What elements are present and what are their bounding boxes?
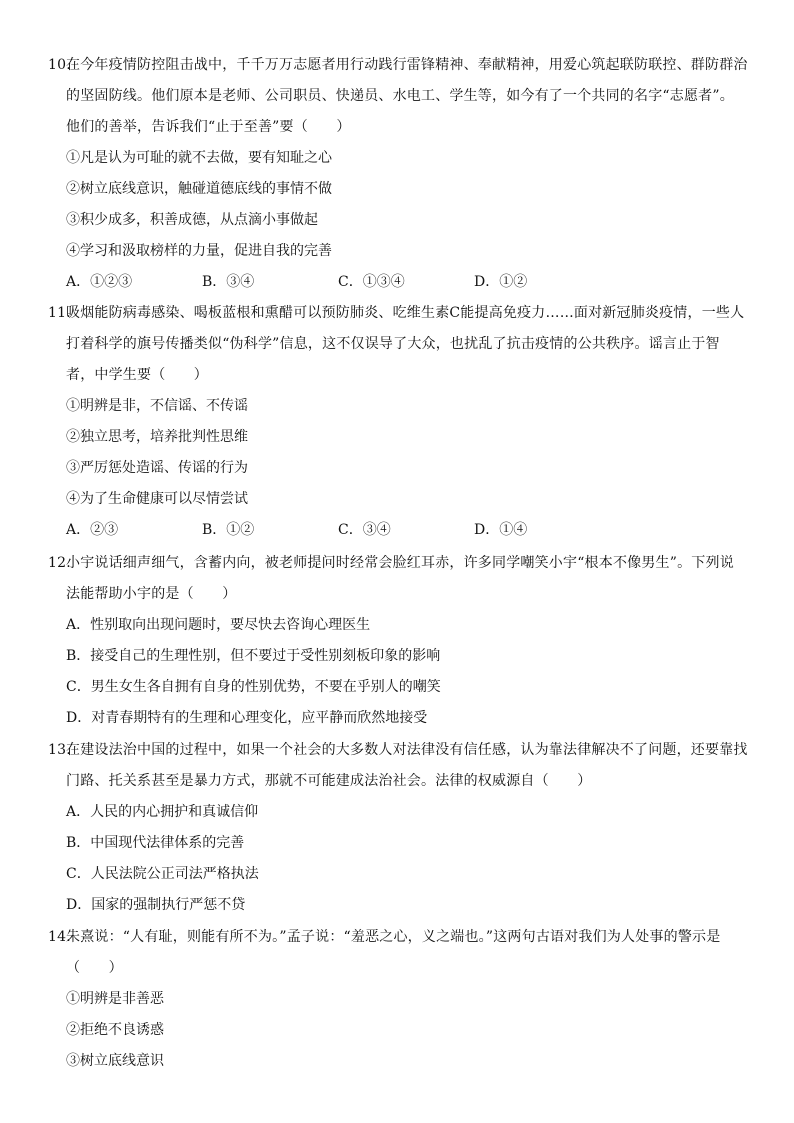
question-13 <box>48 735 748 921</box>
question-stem <box>48 922 748 984</box>
option-item: B．接受自己的生理性别，但不要过于受性别刻板印象的影响 <box>66 648 441 664</box>
option-item: ③严厉惩处造谣、传谣的行为 <box>66 460 248 476</box>
question-14 <box>48 922 748 1077</box>
option-item: A．性别取向出现问题时，要尽快去咨询心理医生 <box>66 617 371 633</box>
choice-row <box>48 267 748 298</box>
option-item: D．国家的强制执行严惩不贷 <box>66 897 246 913</box>
question-stem <box>48 298 748 391</box>
option-item: ②树立底线意识，触碰道德底线的事情不做 <box>66 181 332 197</box>
option-item: A．人民的内心拥护和真诚信仰 <box>66 804 259 820</box>
option-item: ②独立思考，培养批判性思维 <box>66 429 248 445</box>
question-number: 10. <box>48 57 71 73</box>
question-number: 13. <box>48 742 71 758</box>
question-number: 11. <box>48 305 71 321</box>
option-item: C．人民法院公正司法严格执法 <box>66 866 259 882</box>
choice-c: C．③④ <box>338 522 391 538</box>
option-item: ③树立底线意识 <box>66 1053 164 1069</box>
choice-c: C．①③④ <box>338 274 405 290</box>
choice-d: D．①② <box>474 274 528 290</box>
option-item: ①凡是认为可耻的就不去做，要有知耻之心 <box>66 150 332 166</box>
question-stem <box>48 548 748 610</box>
choice-a: A．①②③ <box>66 274 133 290</box>
question-stem <box>48 735 748 797</box>
option-item: D．对青春期特有的生理和心理变化，应平静而欣然地接受 <box>66 710 428 726</box>
question-10 <box>48 50 748 298</box>
option-item: ②拒绝不良诱惑 <box>66 1022 164 1038</box>
choice-b: B．①② <box>202 522 255 538</box>
option-item: ①明辨是非，不信谣、不传谣 <box>66 398 248 414</box>
option-item: B．中国现代法律体系的完善 <box>66 835 245 851</box>
choice-a: A．②③ <box>66 522 119 538</box>
option-item: C．男生女生各自拥有自身的性别优势，不要在乎别人的嘲笑 <box>66 679 441 695</box>
option-item: ③积少成多，积善成德，从点滴小事做起 <box>66 212 318 228</box>
choice-row <box>48 515 748 546</box>
question-text: 吸烟能防病毒感染、喝板蓝根和熏醋可以预防肺炎、吃维生素C能提高免疫力……面对新冠肺炎疫情，一些人打着科学的旗号传播类似“伪科学”信息，这不仅误导了大众，也扰乱了抗击疫情的公共秩序。谣言止于智者，中学生要（ ） <box>66 305 745 383</box>
option-item: ④学习和汲取榜样的力量，促进自我的完善 <box>66 243 332 259</box>
question-text: 朱熹说：“人有耻，则能有所不为。”孟子说：“羞恶之心，义之端也。”这两句古语对我们为人处事的警示是（ ） <box>66 929 721 976</box>
question-number: 14. <box>48 929 71 945</box>
question-text: 在今年疫情防控阻击战中，千千万万志愿者用行动践行雷锋精神、奉献精神，用爱心筑起联防联控、群防群治的坚固防线。他们原本是老师、公司职员、快递员、水电工、学生等，如今有了一个共同的名字“志愿者”。他们的善举，告诉我们“止于至善”要（ ） <box>66 57 748 135</box>
question-number: 12. <box>48 555 71 571</box>
question-12 <box>48 548 748 734</box>
question-11 <box>48 298 748 546</box>
choice-b: B．③④ <box>202 274 255 290</box>
choice-d: D．①④ <box>474 522 528 538</box>
option-item: ①明辨是非善恶 <box>66 991 164 1007</box>
option-item: ④为了生命健康可以尽情尝试 <box>66 491 248 507</box>
question-stem <box>48 50 748 143</box>
question-text: 小宇说话细声细气，含蓄内向，被老师提问时经常会脸红耳赤，许多同学嘲笑小宇“根本不像男生”。下列说法能帮助小宇的是（ ） <box>66 555 734 602</box>
question-text: 在建设法治中国的过程中，如果一个社会的大多数人对法律没有信任感，认为靠法律解决不了问题，还要靠找门路、托关系甚至是暴力方式，那就不可能建成法治社会。法律的权威源自（ ） <box>66 742 748 789</box>
